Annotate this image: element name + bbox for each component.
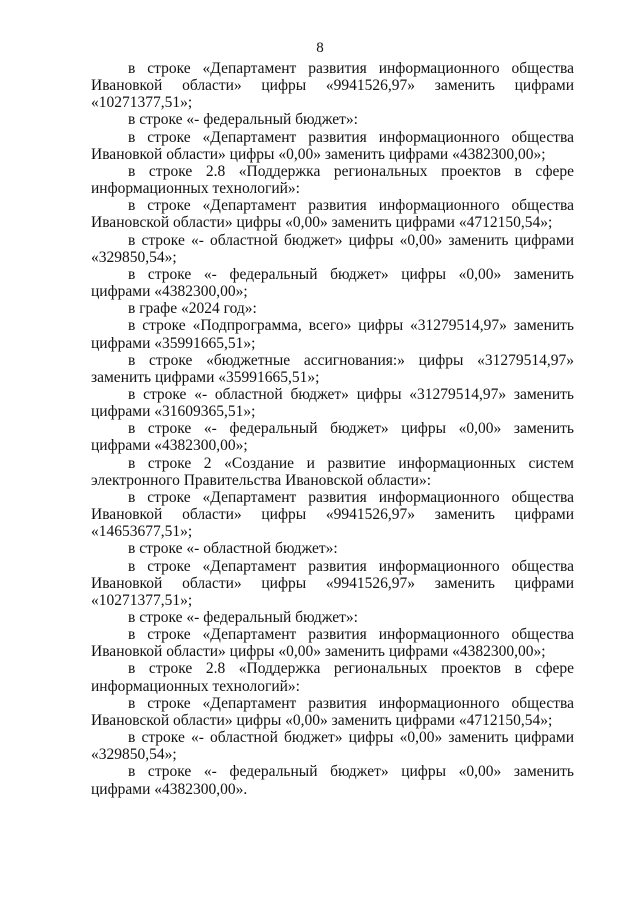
paragraph: в строке «Департамент развития информационного общества Ивановкой области» цифры «0,00» заменить цифрами «4382300,00»; <box>91 626 574 661</box>
paragraph: в строке «- областной бюджет»: <box>128 540 338 558</box>
paragraph: в строке «- федеральный бюджет» цифры «0,00» заменить цифрами «4382300,00». <box>91 763 574 798</box>
paragraph: в строке «Департамент развития информационного общества Ивановской области» цифры «0,00» заменить цифрами «4712150,54»; <box>91 197 574 232</box>
paragraph: в строке «- областной бюджет» цифры «31279514,97» заменить цифрами «31609365,51»; <box>91 385 574 421</box>
document-body <box>91 60 574 798</box>
paragraph: в строке «- областной бюджет» цифры «0,00» заменить цифрами «329850,54»; <box>91 231 574 266</box>
paragraph: в строке «Подпрограмма, всего» цифры «31279514,97» заменить цифрами «35991665,51»; <box>91 317 574 352</box>
paragraph: в строке «Департамент развития информационного общества Ивановской области» цифры «0,00» заменить цифрами «4712150,54»; <box>91 694 574 729</box>
paragraph: в строке «- федеральный бюджет» цифры «0,00» заменить цифрами «4382300,00»; <box>91 420 574 455</box>
paragraph: в строке «Департамент развития информационного общества Ивановкой области» цифры «9941526,97» заменить цифрами «10271377,51»; <box>91 557 574 609</box>
paragraph: в строке «- федеральный бюджет»: <box>128 609 358 626</box>
paragraph: в строке «- областной бюджет» цифры «0,00» заменить цифрами «329850,54»; <box>91 729 574 764</box>
paragraph: в строке «бюджетные ассигнования:» цифры «31279514,97» заменить цифрами «35991665,51»; <box>91 351 574 386</box>
paragraph: в строке «- федеральный бюджет»: <box>128 111 358 129</box>
paragraph: в строке 2.8 «Поддержка региональных проектов в сфере информационных технологий»: <box>91 162 574 198</box>
paragraph: в строке 2.8 «Поддержка региональных проектов в сфере информационных технологий»: <box>91 660 574 695</box>
paragraph: в графе «2024 год»: <box>128 300 257 318</box>
page-number: 8 <box>316 40 324 56</box>
paragraph: в строке 2 «Создание и развитие информационных систем электронного Правительства Ивановской области»: <box>91 454 574 489</box>
paragraph: в строке «Департамент развития информационного общества Ивановкой области» цифры «9941526,97» заменить цифрами «10271377,51»; <box>91 60 574 112</box>
paragraph: в строке «- федеральный бюджет» цифры «0,00» заменить цифрами «4382300,00»; <box>91 265 574 301</box>
paragraph: в строке «Департамент развития информационного общества Ивановкой области» цифры «9941526,97» заменить цифрами «14653677,51»; <box>91 488 574 541</box>
paragraph: в строке «Департамент развития информационного общества Ивановкой области» цифры «0,00» заменить цифрами «4382300,00»; <box>91 128 574 163</box>
